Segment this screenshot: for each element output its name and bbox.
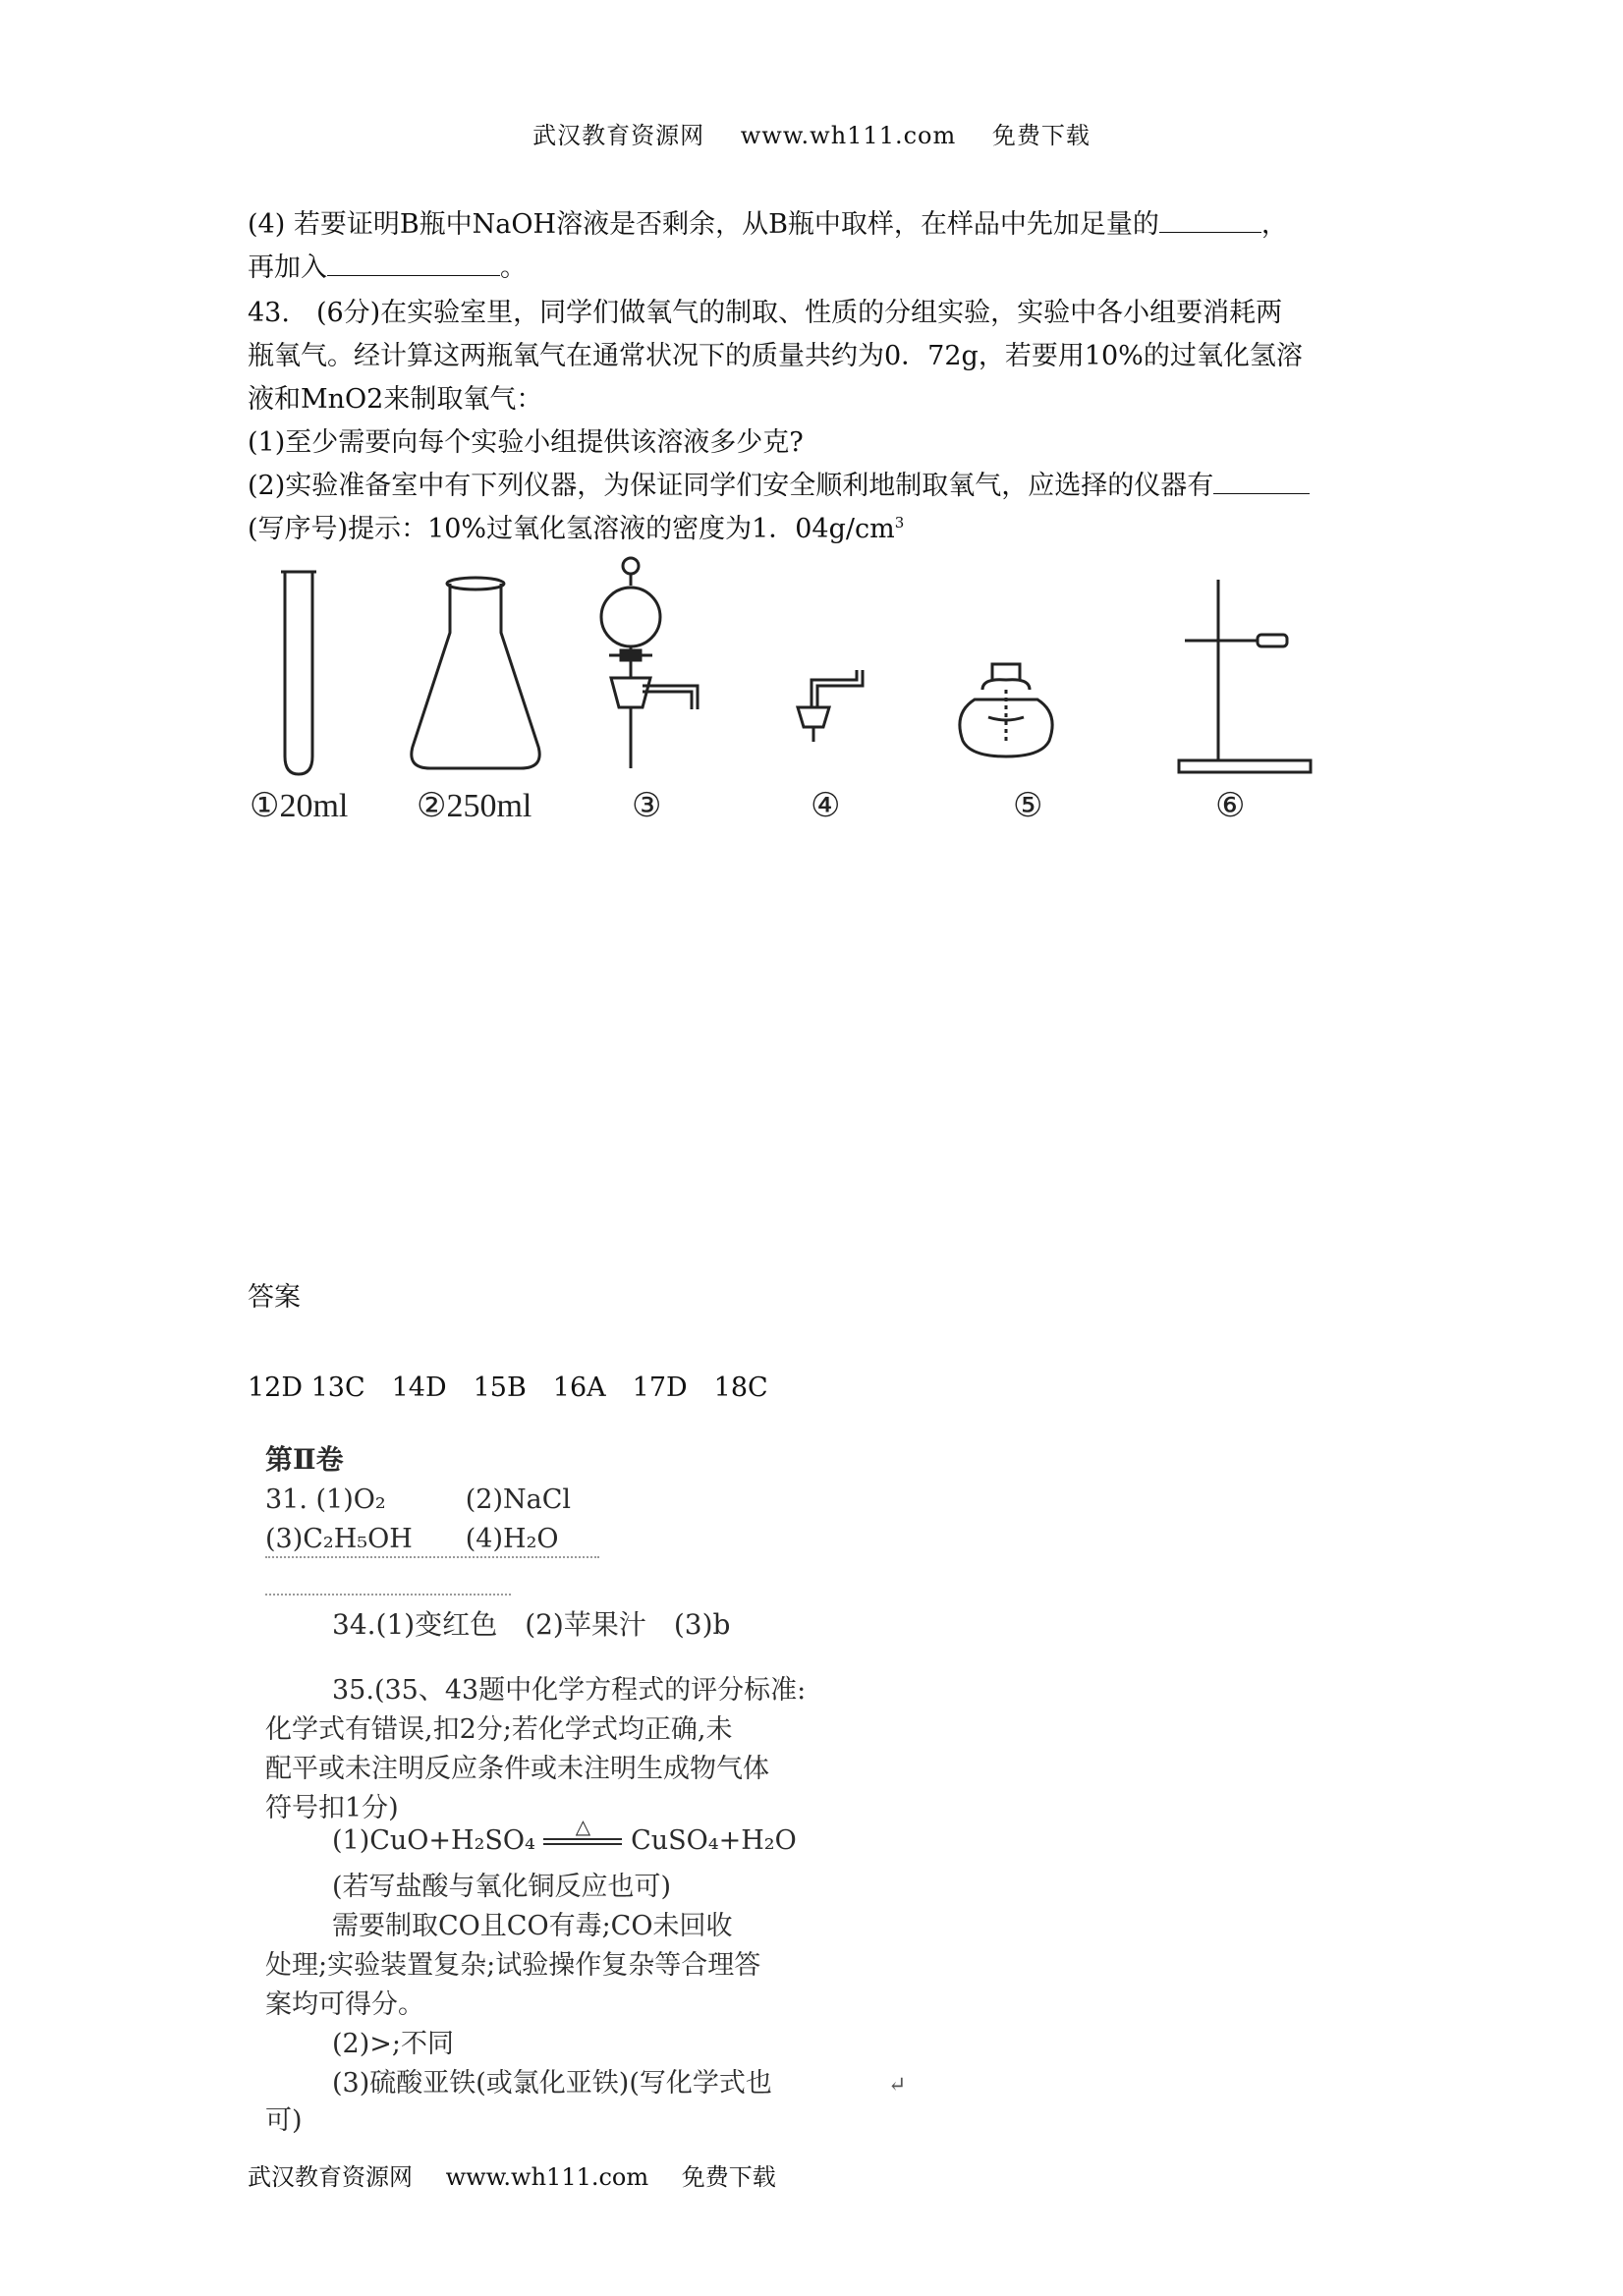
conical-flask-icon [412, 578, 539, 768]
q35-line12: 可) [265, 2105, 303, 2136]
answers-heading: 答案 [248, 1282, 301, 1313]
q34-answer: 34.(1)变红色 (2)苹果汁 (3)b [332, 1608, 731, 1641]
volume-title: 第Ⅱ卷 [265, 1443, 344, 1476]
q43-line2: 瓶氧气。经计算这两瓶氧气在通常状况下的质量共约为0．72g，若要用10%的过氧化氢溶 [248, 341, 1303, 371]
iron-stand-icon [1179, 580, 1311, 772]
separatory-funnel-icon [601, 558, 698, 768]
equation-reactants: (1)CuO+H₂SO₄ [332, 1825, 535, 1856]
q43-line1: 43. (6分)在实验室里，同学们做氧气的制取、性质的分组实验，实验中各小组要消耗两 [248, 298, 1283, 328]
alcohol-lamp-icon [960, 664, 1052, 756]
q35-line6: (若写盐酸与氧化铜反应也可) [332, 1872, 672, 1902]
q43-sub1: (1)至少需要向每个实验小组提供该溶液多少克? [248, 427, 804, 458]
heat-condition: △ [575, 1815, 591, 1838]
q35-line1: 35.(35、43题中化学方程式的评分标准: [332, 1675, 807, 1706]
q35-line11: (3)硫酸亚铁(或氯化亚铁)(写化学式也 [332, 2068, 772, 2099]
equation-arrow [543, 1815, 622, 1845]
q35-line9: 案均可得分。 [265, 1989, 424, 2020]
test-tube-icon [281, 572, 316, 774]
q35-line8: 处理;实验装置复杂;试验操作复杂等合理答 [265, 1950, 761, 1981]
q31-answer-a: 31. (1)O₂ (2)NaCl [265, 1484, 571, 1515]
footer-url[interactable]: www.wh111.com [445, 2163, 649, 2191]
apparatus-label-1: ①20ml [250, 788, 349, 824]
footer-site-name: 武汉教育资源网 [248, 2163, 413, 2191]
q31-answer-b: (3)C₂H₅OH (4)H₂O [265, 1524, 559, 1554]
header-download: 免费下载 [991, 122, 1091, 149]
q35-line7: 需要制取CO且CO有毒;CO未回收 [332, 1911, 733, 1941]
answer-blank-2 [327, 253, 500, 276]
stopper-tube-icon [798, 670, 863, 742]
q35-line10: (2)>;不同 [332, 2029, 454, 2059]
q35-line3: 配平或未注明反应条件或未注明生成物气体 [265, 1754, 769, 1784]
apparatus-label-2: ②250ml [417, 788, 532, 824]
q43-hint: (写序号)提示：10%过氧化氢溶液的密度为1．$04g/cm^3$ [248, 514, 905, 544]
page-footer [248, 2157, 802, 2192]
apparatus-figure [236, 550, 1336, 835]
q35-line2: 化学式有错误,扣2分;若化学式均正确,未 [265, 1714, 733, 1745]
equation [332, 1815, 797, 1856]
apparatus-label-5: ⑤ [1013, 788, 1043, 824]
return-mark: ↵ [888, 2073, 907, 2098]
footer-download: 免费下载 [681, 2163, 776, 2191]
q42-4-line2: 再加入 。 [248, 252, 527, 283]
apparatus-label-4: ④ [811, 788, 841, 824]
q35-line4: 符号扣1分) [265, 1793, 399, 1823]
answer-blank-3 [1213, 472, 1310, 494]
q43-line3: 液和MnO2来制取氧气： [248, 384, 543, 415]
choice-answers: 12D 13C 14D 15B 16A 17D 18C [248, 1372, 768, 1403]
header-site-name: 武汉教育资源网 [532, 122, 705, 149]
apparatus-label-3: ③ [632, 788, 662, 824]
page-header [0, 116, 1623, 150]
q43-sub2: (2)实验准备室中有下列仪器，为保证同学们安全顺利地制取氧气，应选择的仪器有 [248, 464, 1310, 502]
scan-artifact [265, 1556, 599, 1561]
q42-4-line1: (4) 若要证明B瓶中NaOH溶液是否剩余，从B瓶中取样，在样品中先加足量的 ， [248, 209, 1288, 240]
scan-artifact [265, 1594, 511, 1598]
apparatus-label-6: ⑥ [1215, 788, 1246, 824]
answer-blank-1 [1159, 210, 1261, 233]
equation-products: CuSO₄+H₂O [631, 1825, 797, 1856]
header-url[interactable]: www.wh111.com [740, 122, 957, 149]
